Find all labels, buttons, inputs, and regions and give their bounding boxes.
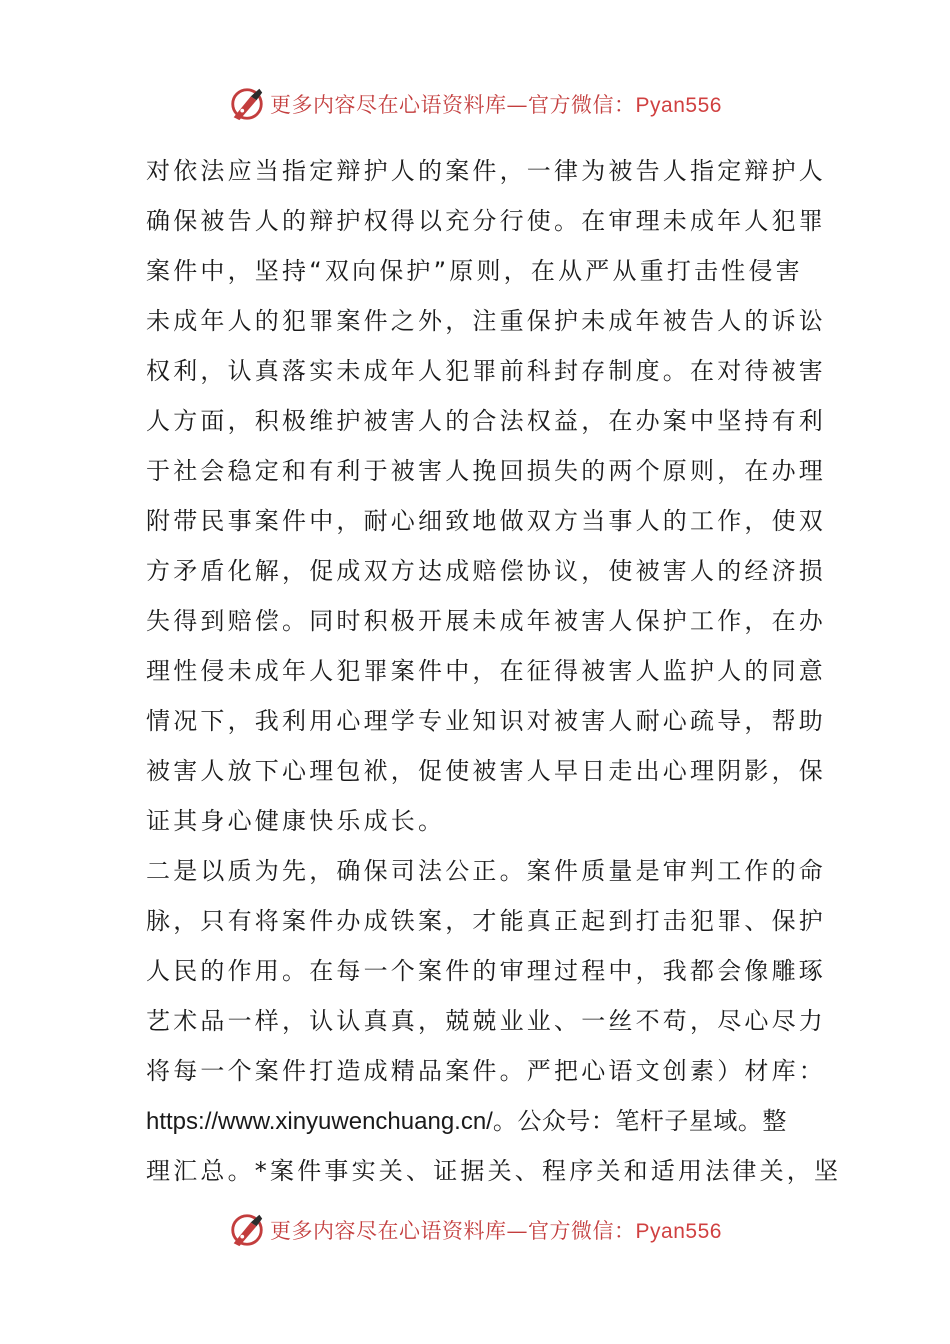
footer-wechat-id: Pyan556 xyxy=(635,1220,722,1243)
text-line: 方矛盾化解，促成双方达成赔偿协议，使被害人的经济损 xyxy=(146,557,826,585)
text-line: 案件中，坚持“双向保护”原则，在从严从重打击性侵害 xyxy=(146,257,803,285)
text-line: 情况下，我利用心理学专业知识对被害人耐心疏导，帮助 xyxy=(146,707,826,735)
text-line: 理汇总。*案件事实关、证据关、程序关和适用法律关，坚 xyxy=(146,1157,842,1185)
text-line: 艺术品一样，认认真真，兢兢业业、一丝不苟，尽心尽力 xyxy=(146,1007,826,1035)
text-line: 理性侵未成年人犯罪案件中，在征得被害人监护人的同意 xyxy=(146,657,826,685)
text-line: 人民的作用。在每一个案件的审理过程中，我都会像雕琢 xyxy=(146,957,826,985)
pen-logo-icon xyxy=(228,85,266,123)
text-line: 附带民事案件中，耐心细致地做双方当事人的工作，使双 xyxy=(146,507,826,535)
text-line: 失得到赔偿。同时积极开展未成年被害人保护工作，在办 xyxy=(146,607,826,635)
header-wechat-id: Pyan556 xyxy=(635,94,722,117)
body-text xyxy=(146,146,842,1196)
text-line: 未成年人的犯罪案件之外，注重保护未成年被告人的诉讼 xyxy=(146,307,826,335)
text-line: 于社会稳定和有利于被害人挽回损失的两个原则，在办理 xyxy=(146,457,826,485)
text-line: 将每一个案件打造成精品案件。严把心语文创素）材库： xyxy=(146,1057,826,1085)
text-line: 确保被告人的辩护权得以充分行使。在审理未成年人犯罪 xyxy=(146,207,826,235)
header-banner-label: 更多内容尽在心语资料库—官方微信： xyxy=(270,93,636,117)
text-line: 脉，只有将案件办成铁案，才能真正起到打击犯罪、保护 xyxy=(146,907,826,935)
text-line: 对依法应当指定辩护人的案件，一律为被告人指定辩护人 xyxy=(146,157,826,185)
url-line xyxy=(146,1096,806,1146)
footer-banner-text xyxy=(270,1215,722,1245)
footer-banner xyxy=(0,1210,950,1250)
text-line: 二是以质为先，确保司法公正。案件质量是审判工作的命 xyxy=(146,857,826,885)
header-banner-text xyxy=(270,89,722,119)
text-line: 证其身心健康快乐成长。 xyxy=(146,807,446,835)
url-suffix: 。公众号：笔杆子星域。整 xyxy=(492,1107,787,1135)
header-banner xyxy=(0,84,950,124)
text-line: 人方面，积极维护被害人的合法权益，在办案中坚持有利 xyxy=(146,407,826,435)
text-line: 被害人放下心理包袱，促使被害人早日走出心理阴影，保 xyxy=(146,757,826,785)
pen-logo-icon xyxy=(228,1211,266,1249)
text-line: 权利，认真落实未成年人犯罪前科封存制度。在对待被害 xyxy=(146,357,826,385)
footer-banner-label: 更多内容尽在心语资料库—官方微信： xyxy=(270,1219,636,1243)
website-url: https://www.xinyuwenchuang.cn/ xyxy=(146,1108,493,1135)
